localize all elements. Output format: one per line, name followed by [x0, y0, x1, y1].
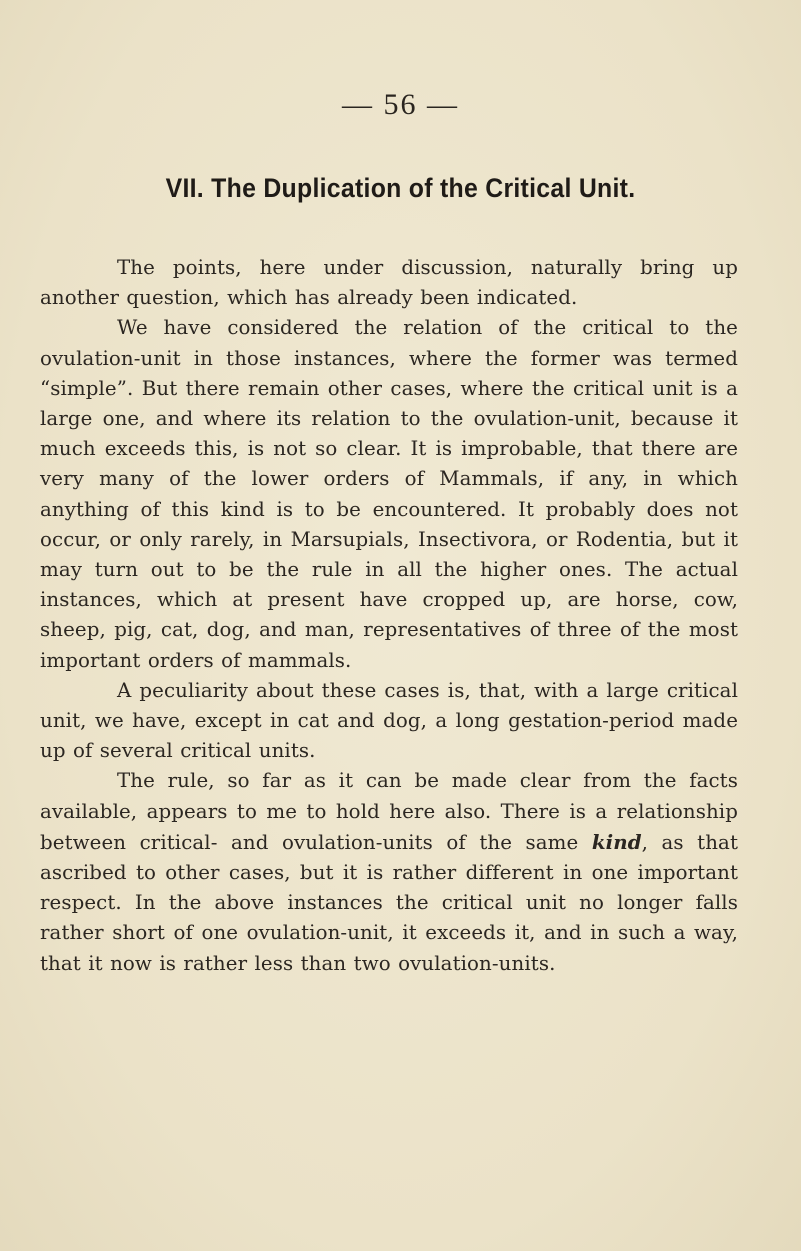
chapter-title: VII. The Duplication of the Critical Unit.: [165, 173, 636, 203]
page-number: — 56 —: [342, 88, 459, 121]
paragraph-text: The rule, so far as it can be made clear from the facts available, appears to me to hold here also. There is a relationship between critical- and ovulation-units of the same: [40, 769, 738, 854]
paragraph: The points, here under discussion, naturally bring up another question, which has already been indicated.: [40, 256, 738, 310]
paragraph-text: , as that ascribed to other cases, but it is rather different in one important respect. In the above instances the critical unit no longer falls rather short of one ovulation-unit, it exceeds it, and in such a way, that it now is rather less than two ovulation-units.: [40, 830, 738, 975]
paragraph: We have considered the relation of the critical to the ovulation-unit in those instances, where the former was termed “simple”. But there remain other cases, where the critical unit is a large one, and where its relation to the ovulation-unit, because it much exceeds this, is not so clear. It is improbable, that there are very many of the lower orders of Mammals, if any, in which anything of this kind is to be encountered. It probably does not occur, or only rarely, in Marsupials, Insectivora, or Rodentia, but it may turn out to be the rule in all the higher ones. The actual instances, which at present have cropped up, are horse, cow, sheep, pig, cat, dog, and man, representatives of three of the most important orders of mammals.: [40, 316, 738, 672]
paragraph: A peculiarity about these cases is, that, with a large critical unit, we have, except in cat and dog, a long gestation-period made up of several critical units.: [40, 678, 738, 763]
emphasized-word: kind: [591, 829, 642, 854]
body-text: [40, 253, 738, 979]
paragraph: [40, 766, 738, 978]
